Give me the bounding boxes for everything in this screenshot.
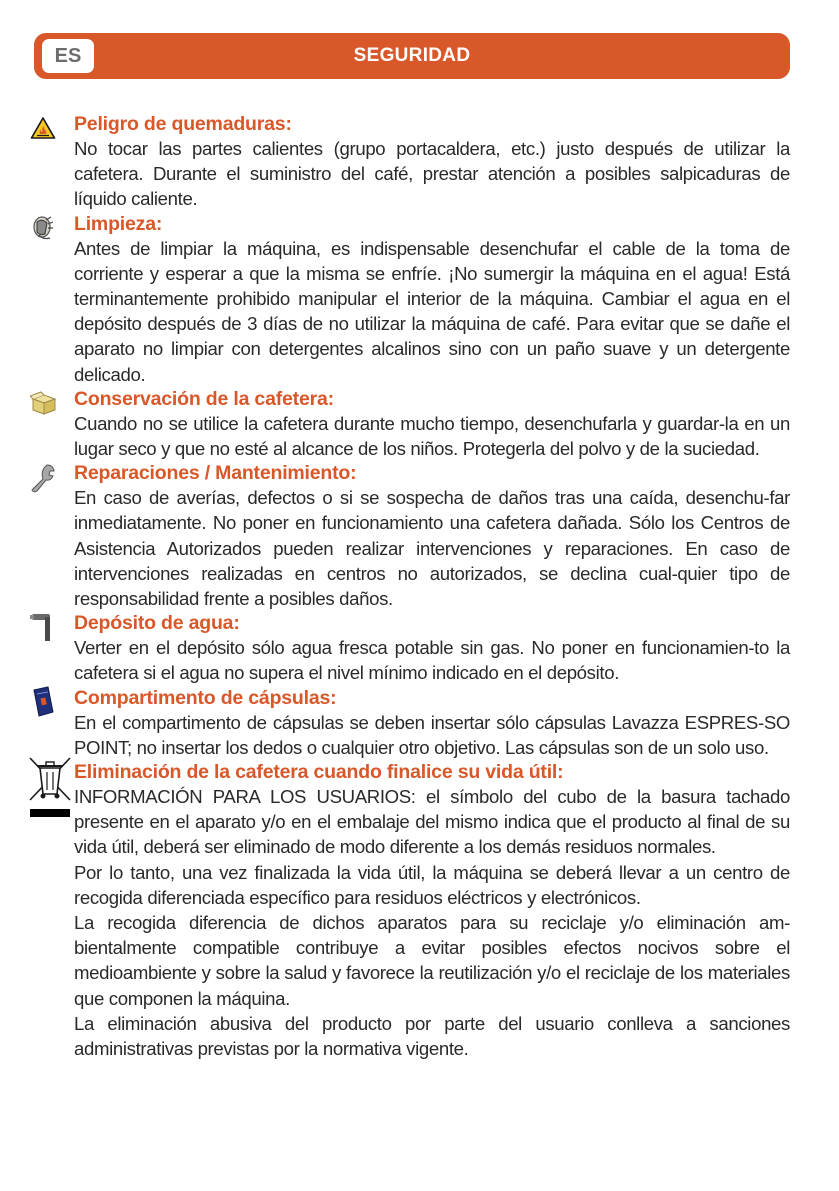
section-title: Conservación de la cafetera: [74, 387, 334, 410]
section-title: Reparaciones / Mantenimiento: [74, 462, 357, 485]
safety-content [74, 112, 790, 1061]
section-title: Depósito de agua: [74, 612, 240, 635]
section-title: Limpieza: [74, 212, 163, 235]
section-storage [74, 387, 790, 461]
cleaning-hand-icon [30, 214, 56, 242]
warning-hot-icon [30, 116, 56, 140]
section-title: Eliminación de la cafetera cuando finalice su vida útil: [74, 761, 564, 784]
box-icon [30, 391, 58, 415]
section-cleaning [74, 212, 790, 387]
section-text: En el compartimento de cápsulas se deben insertar sólo cápsulas Lavazza ESPRES-SO POINT; no insertar los dedos o cualquier otro objetivo. Las cápsulas son de un solo uso. [74, 711, 790, 758]
water-tap-icon [30, 611, 56, 643]
section-text: Antes de limpiar la máquina, es indispensable desenchufar el cable de la toma de corriente y esperar a que la misma se enfríe. ¡No sumergir la máquina en el agua! Está terminantemente prohibido manipular el interior de la máquina. Cambiar el agua en el depósito después de 3 días de no utilizar la máquina de café. Para evitar que se dañe el aparato no limpiar con detergentes alcalinos sino con un paño suave y un detergente delicado. [74, 237, 790, 385]
section-text: La recogida diferencia de dichos aparatos para su reciclaje y/o eliminación am-bientalmente compatible contribuye a evitar posibles efectos nocivos sobre el medioambiente y sobre la salud y favorece la reutilización y/o el reciclaje de los materiales que componen la máquina. [74, 912, 790, 1009]
language-badge: ES [42, 39, 94, 73]
section-text: En caso de averías, defectos o si se sospecha de daños tras una caída, desenchu-far inmediatamente. No poner en funcionamiento una cafetera dañada. Sólo los Centros de Asistencia Autorizados pueden realizar intervenciones y reparaciones. En caso de intervenciones realizadas en centros no autorizados, se declina cual-quier tipo de responsabilidad frente a posibles daños. [74, 487, 790, 610]
section-capsule-compartment [74, 686, 790, 760]
section-text: INFORMACIÓN PARA LOS USUARIOS: el símbolo del cubo de la basura tachado presente en el aparato y/o en el embalaje del mismo indica que el producto al final de su vida útil, deberá ser eliminado de modo diferente a los demás residuos normales. [74, 786, 790, 858]
section-text: Cuando no se utilice la cafetera durante mucho tiempo, desenchufarla y guardar-la en un lugar seco y que no esté al alcance de los niños. Protegerla del polvo y de la suciedad. [74, 412, 790, 460]
section-water-tank [74, 611, 790, 685]
section-header-bar [34, 33, 790, 79]
section-burn-hazard [74, 112, 790, 212]
section-title: Compartimento de cápsulas: [74, 686, 337, 709]
section-text: La eliminación abusiva del producto por parte del usuario conlleva a sanciones administrativas previstas por la normativa vigente. [74, 1012, 790, 1060]
page-title: SEGURIDAD [353, 45, 471, 66]
section-text: Verter en el depósito sólo agua fresca potable sin gas. No poner en funcionamien-to la cafetera si el agua no supera el nivel mínimo indicado en el depósito. [74, 637, 790, 684]
section-title: Peligro de quemaduras: [74, 113, 292, 135]
section-repairs [74, 461, 790, 611]
section-text: No tocar las partes calientes (grupo portacaldera, etc.) justo después de utilizar la cafetera. Durante el suministro del café, prestar atención a posibles salpicaduras de líquido caliente. [74, 138, 790, 210]
wrench-icon [30, 463, 56, 493]
crossed-bin-icon [28, 756, 72, 820]
section-disposal [74, 760, 790, 1061]
section-text: Por lo tanto, una vez finalizada la vida útil, la máquina se deberá llevar a un centro de recogida diferenciada específico para residuos eléctricos y electrónicos. [74, 861, 790, 908]
capsule-icon [30, 686, 56, 718]
